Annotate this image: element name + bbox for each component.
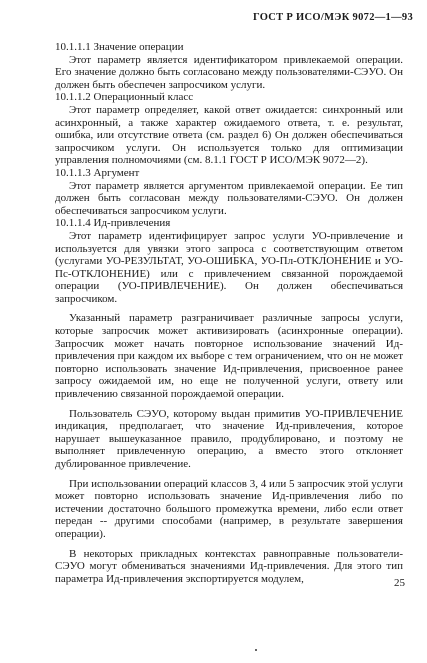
paragraph-duplicate-invoke: Пользователь СЭУО, которому выдан примитив УО-ПРИВЛЕЧЕНИЕ индикация, предполагает, что значение Ид-привлечения, которое нарушает вышеуказанное правило, продублировано, и поэтому не выполняет привлеченную операцию, а вместо этого отклоняет дублированное привлечение. [55,407,403,470]
paragraph-gap [55,541,403,548]
scan-speck [255,649,257,651]
paragraph-operation-class: Этот параметр определяет, какой ответ ожидается: синхронный или асинхронный, а также характер ожидаемого ответа, т. е. результат, ошибка, или отсутствие ответа (см. раздел 6) Он должен обеспечиваться запросчиком услуги. Он используется только для оптимизации управления полномочиями (см. 8.1.1 ГОСТ Р ИСО/МЭК 9072—2). [55,103,403,167]
subheading-operation-value: 10.1.1.1 Значение операции [55,41,184,53]
page-number: 25 [394,577,405,589]
paragraph-application-context: В некоторых прикладных контекстах равноправные пользователи-СЭУО могут обмениваться значениями Ид-привлечения. Для этого тип параметра Ид-привлечения экспортируется модулем, [55,547,403,585]
subheading-argument: 10.1.1.3 Аргумент [55,166,140,179]
paragraph-gap [55,471,403,478]
document-header: ГОСТ Р ИСО/МЭК 9072—1—93 [252,12,413,23]
paragraph-operation-value: Этот параметр является идентификатором привлекаемой операции. Его значение должно быть согласовано между пользователями-СЭУО. Он должен быть обеспечен запросчиком услуги. [55,53,403,91]
paragraph-gap [55,305,403,312]
page-body [55,41,403,585]
paragraph-argument: Этот параметр является аргументом привлекаемой операции. Ее тип должен быть согласован между пользователями-СЭУО. Он должен обеспечиваться запросчиком услуги. [55,179,403,217]
subheading-operation-class: 10.1.1.2 Операционный класс [55,91,194,104]
paragraph-invoke-id-reuse: Указанный параметр разграничивает различные запросы услуги, которые запросчик может активизировать (асинхронные операции). Запросчик может начать повторное использование значений Ид-привлечения при каждом их выборе с тем ограничением, что он не может повторно использовать значение Ид-привлечения, присвоенное ранее запросу ожидаемой им, но еще не полученной услуги, ответу или привлечению связанной порождаемой операции. [55,312,403,401]
paragraph-invoke-id: Этот параметр идентифицирует запрос услуги УО-привлечение и используется для увязки этого запроса с соответствующим ответом (услугами УО-РЕЗУЛЬТАТ, УО-ОШИБКА, УО-Пл-ОТКЛОНЕНИЕ и УО-Пс-ОТКЛОНЕНИЕ) или с привлечением связанной порождаемой операции (УО-ПРИВЛЕЧЕНИЕ). Он должен обеспечиваться запросчиком. [55,229,403,305]
paragraph-operation-classes: При использовании операций классов 3, 4 или 5 запросчик этой услуги может повторно использовать значение Ид-привлечения либо по истечении достаточно большого промежутка времени, либо если ответ передан -- другими способами (например, в результате завершения операции). [55,477,403,540]
paragraph-gap [55,401,403,408]
subheading-invoke-id: 10.1.1.4 Ид-привлечения [55,217,171,230]
